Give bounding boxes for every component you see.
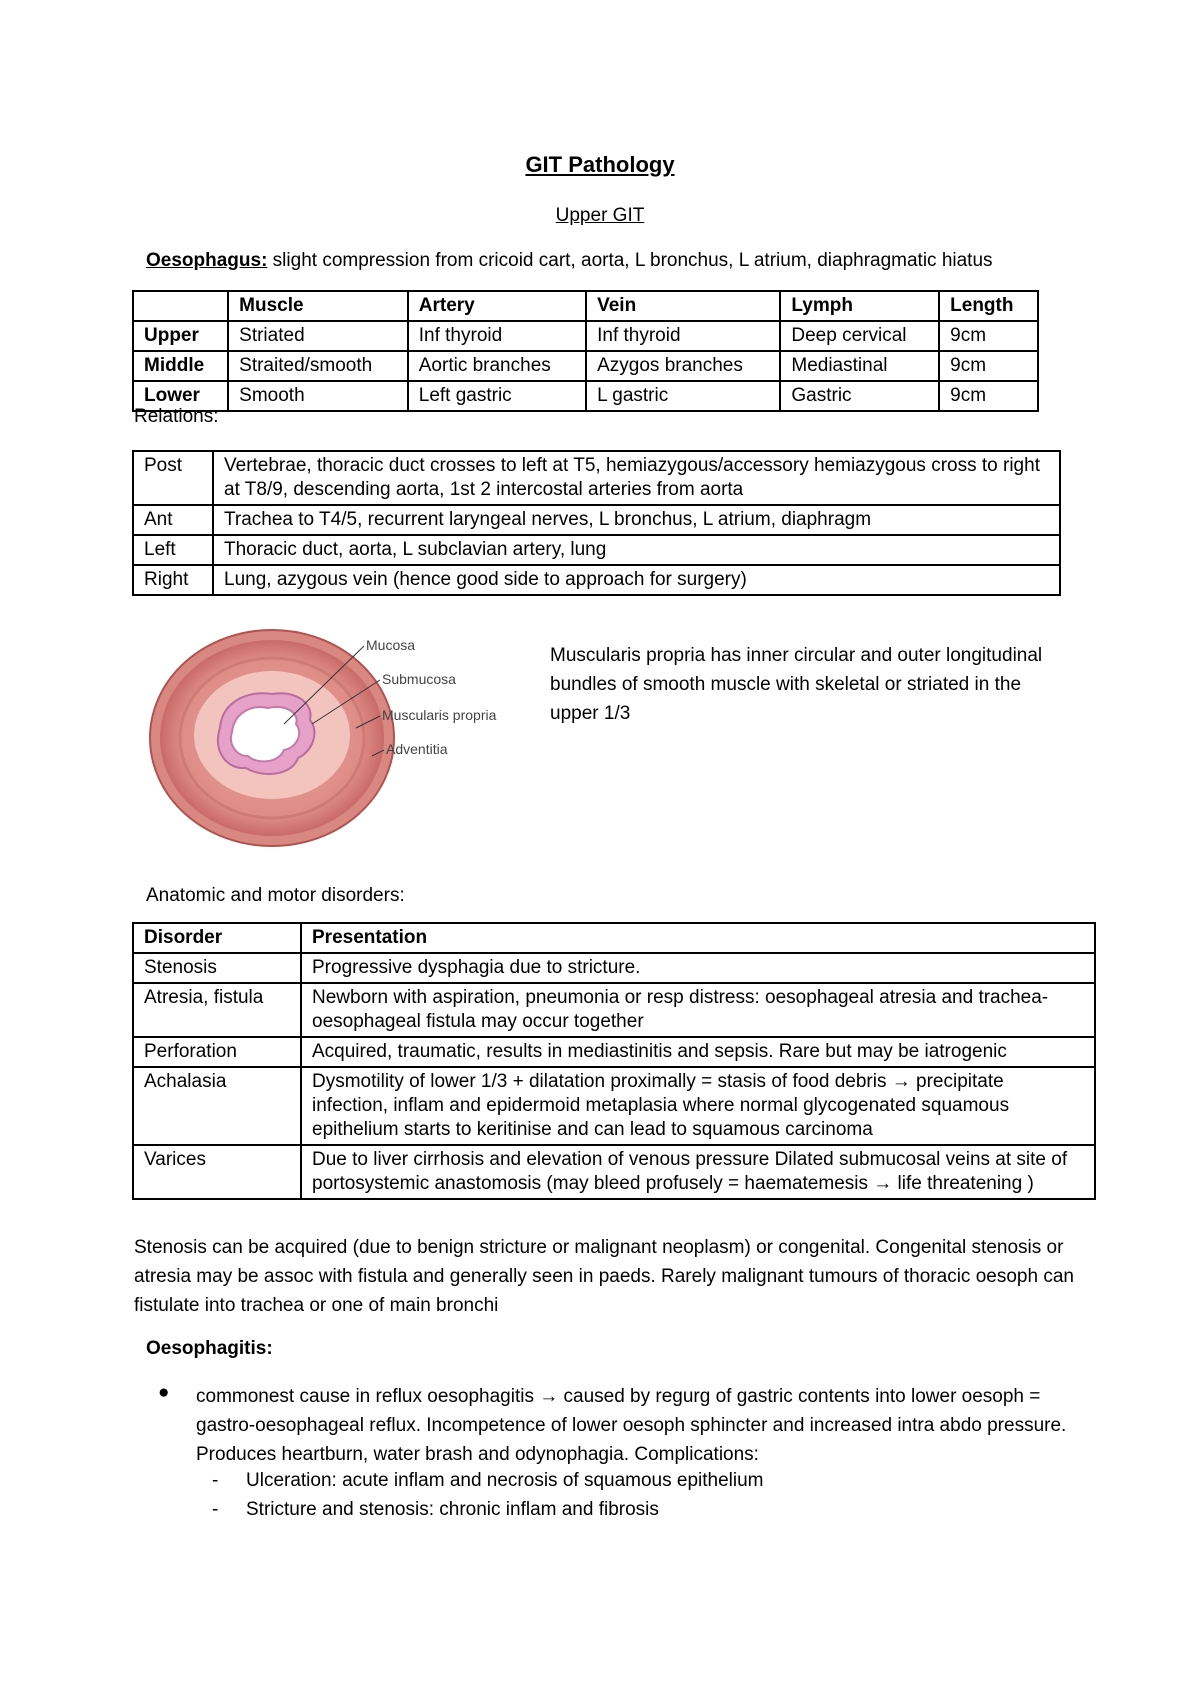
relation-side: Ant	[133, 505, 213, 535]
oesophagus-label: Oesophagus:	[146, 250, 268, 271]
relation-side: Left	[133, 535, 213, 565]
sub-item-text: Stricture and stenosis: chronic inflam and fibrosis	[246, 1499, 659, 1520]
segments-header-cell: Artery	[408, 291, 586, 321]
dash-marker: -	[212, 1470, 219, 1491]
dash-marker: -	[212, 1499, 219, 1520]
table-cell: Left gastric	[408, 381, 586, 411]
oesophagitis-bullet-text: commonest cause in reflux oesophagitis → caused by regurg of gastric contents into lower oesoph = gastro-oesophageal reflux. Incompetence of lower oesoph sphincter and increased intra abdo pressure. Produces heartburn, water brash and odynophagia. Complications:	[196, 1386, 1067, 1465]
table-cell: 9cm	[939, 351, 1038, 381]
oesophagus-intro	[146, 250, 993, 272]
table-row	[133, 1037, 1095, 1067]
disorders-header-cell: Disorder	[133, 923, 301, 953]
disorder-name: Perforation	[133, 1037, 301, 1067]
label-adventitia: Adventitia	[386, 741, 448, 757]
disorder-presentation: Due to liver cirrhosis and elevation of venous pressure Dilated submucosal veins at site of portosystemic anastomosis (may bleed profusely = haematemesis → life threatening )	[301, 1145, 1095, 1199]
relation-text: Vertebrae, thoracic duct crosses to left at T5, hemiazygous/accessory hemiazygous cross to right at T8/9, descending aorta, 1st 2 intercostal arteries from aorta	[213, 451, 1060, 505]
table-cell: Inf thyroid	[408, 321, 586, 351]
segments-header-cell: Muscle	[228, 291, 408, 321]
table-row	[133, 953, 1095, 983]
page-title: GIT Pathology	[525, 152, 675, 177]
sub-item-text: Ulceration: acute inflam and necrosis of squamous epithelium	[246, 1470, 764, 1491]
table-row	[133, 321, 1038, 351]
relation-text: Lung, azygous vein (hence good side to approach for surgery)	[213, 565, 1060, 595]
segments-header-cell	[133, 291, 228, 321]
oesophagitis-heading: Oesophagitis:	[146, 1338, 273, 1359]
table-row	[133, 351, 1038, 381]
section-heading-upper-git: Upper GIT	[555, 205, 645, 226]
relations-label: Relations:	[134, 406, 219, 427]
disorder-name: Stenosis	[133, 953, 301, 983]
segments-header-cell: Length	[939, 291, 1038, 321]
row-label: Middle	[133, 351, 228, 381]
relation-side: Post	[133, 451, 213, 505]
oesophagus-cross-section-diagram	[142, 628, 542, 858]
table-cell: Gastric	[780, 381, 939, 411]
table-row	[133, 381, 1038, 411]
table-cell: Aortic branches	[408, 351, 586, 381]
table-row	[133, 505, 1060, 535]
disorders-header-cell: Presentation	[301, 923, 1095, 953]
table-cell: Azygos branches	[586, 351, 780, 381]
table-cell: L gastric	[586, 381, 780, 411]
table-cell: Deep cervical	[780, 321, 939, 351]
table-cell: Inf thyroid	[586, 321, 780, 351]
table-row	[133, 983, 1095, 1037]
segments-header-cell: Lymph	[780, 291, 939, 321]
bullet-marker: ●	[158, 1382, 170, 1403]
table-row	[133, 1145, 1095, 1199]
disorders-header-row	[133, 923, 1095, 953]
disorder-presentation: Acquired, traumatic, results in mediastinitis and sepsis. Rare but may be iatrogenic	[301, 1037, 1095, 1067]
label-mucosa: Mucosa	[366, 637, 416, 653]
segments-table	[132, 290, 1039, 412]
disorder-presentation: Newborn with aspiration, pneumonia or resp distress: oesophageal atresia and trachea-oesophageal fistula may occur together	[301, 983, 1095, 1037]
segments-header-cell: Vein	[586, 291, 780, 321]
table-cell: 9cm	[939, 381, 1038, 411]
stenosis-paragraph: Stenosis can be acquired (due to benign stricture or malignant neoplasm) or congenital. Congenital stenosis or atresia may be assoc with fistula and generally seen in paeds. Rarely malignant tumours of thoracic oesoph can fistulate into trachea or one of main bronchi	[134, 1237, 1074, 1316]
row-label: Upper	[133, 321, 228, 351]
table-cell: Smooth	[228, 381, 408, 411]
relations-table	[132, 450, 1061, 596]
disorders-table	[132, 922, 1096, 1200]
table-row	[133, 1067, 1095, 1145]
disorder-presentation: Dysmotility of lower 1/3 + dilatation proximally = stasis of food debris → precipitate infection, inflam and epidermoid metaplasia where normal glycogenated squamous epithelium starts to keritinise and can lead to squamous carcinoma	[301, 1067, 1095, 1145]
disorder-presentation: Progressive dysphagia due to stricture.	[301, 953, 1095, 983]
label-muscularis-propria: Muscularis propria	[382, 707, 497, 723]
table-row	[133, 565, 1060, 595]
table-row	[133, 535, 1060, 565]
table-cell: 9cm	[939, 321, 1038, 351]
diagram-caption: Muscularis propria has inner circular and outer longitudinal bundles of smooth muscle with skeletal or striated in the upper 1/3	[550, 645, 1043, 724]
oesophagus-intro-text: slight compression from cricoid cart, aorta, L bronchus, L atrium, diaphragmatic hiatus	[267, 250, 993, 271]
disorders-label: Anatomic and motor disorders:	[146, 885, 405, 906]
disorder-name: Atresia, fistula	[133, 983, 301, 1037]
table-row	[133, 451, 1060, 505]
sub-item	[212, 1470, 764, 1492]
row-label: Lower	[133, 381, 228, 411]
table-cell: Straited/smooth	[228, 351, 408, 381]
sub-item	[212, 1499, 659, 1521]
table-cell: Striated	[228, 321, 408, 351]
disorder-name: Varices	[133, 1145, 301, 1199]
relation-text: Thoracic duct, aorta, L subclavian artery, lung	[213, 535, 1060, 565]
segments-header-row	[133, 291, 1038, 321]
disorder-name: Achalasia	[133, 1067, 301, 1145]
relation-text: Trachea to T4/5, recurrent laryngeal nerves, L bronchus, L atrium, diaphragm	[213, 505, 1060, 535]
label-submucosa: Submucosa	[382, 671, 456, 687]
table-cell: Mediastinal	[780, 351, 939, 381]
relation-side: Right	[133, 565, 213, 595]
